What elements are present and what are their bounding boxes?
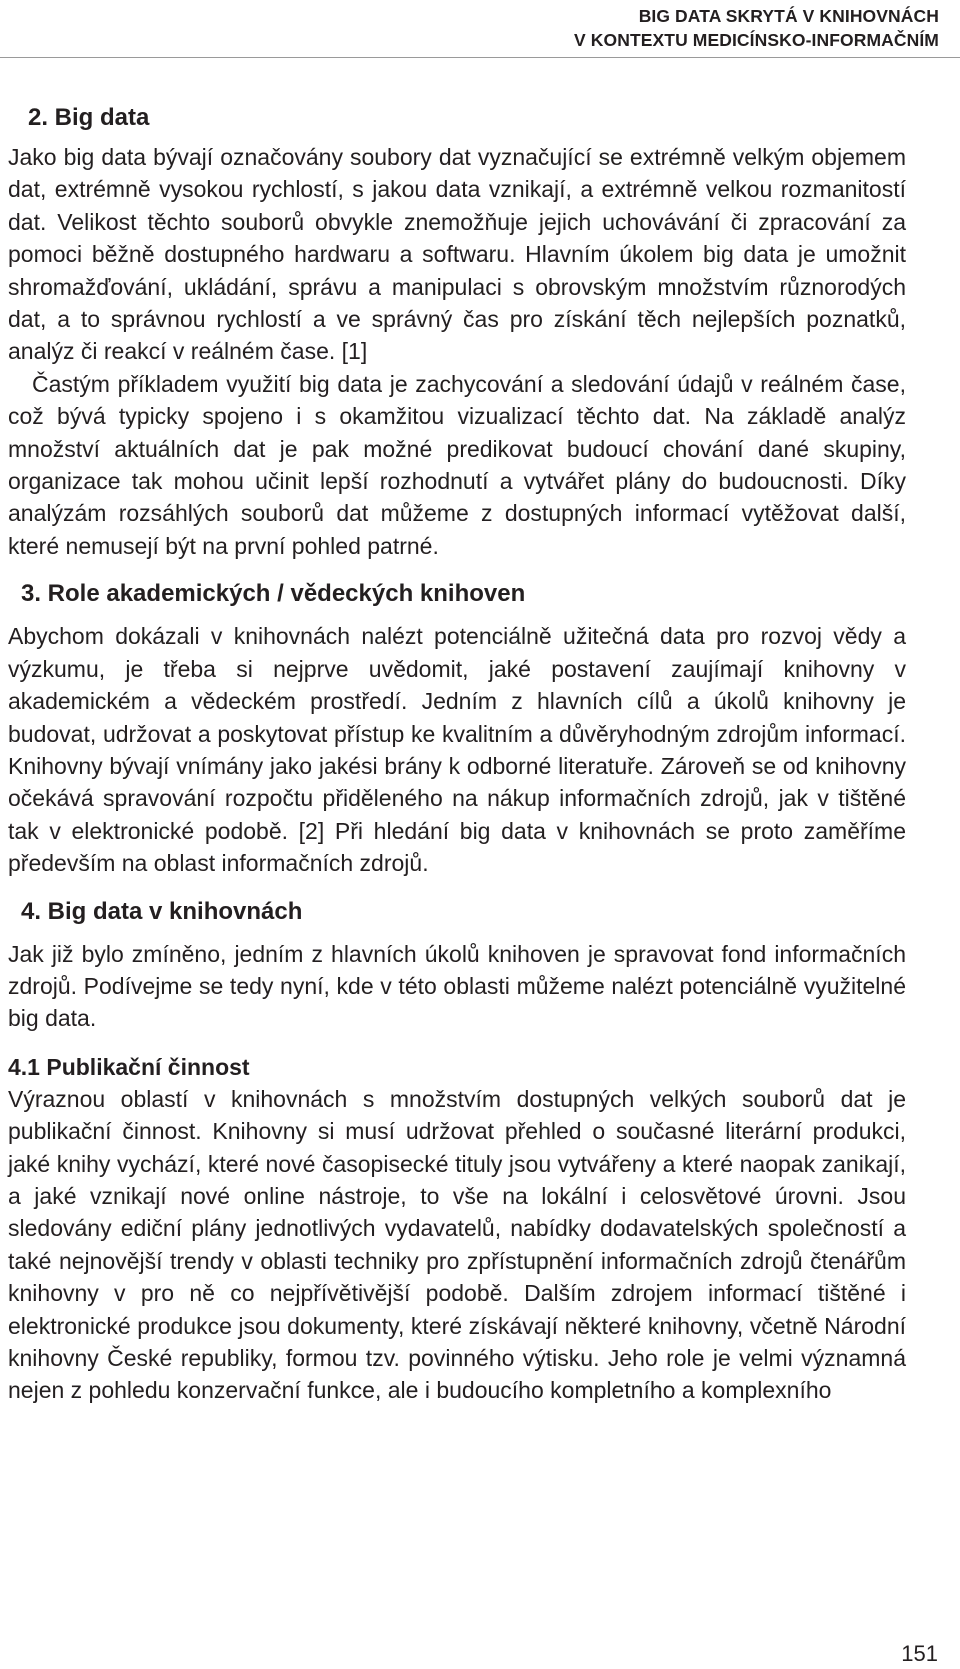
paragraph-library-roles: Abychom dokázali v knihovnách nalézt potenciálně užitečná data pro rozvoj vědy a výzkumu, je třeba si nejprve uvědomit, jaké postavení zaujímají knihovny v akademickém a vědeckém prostředí. Jedním z hlavních cílů a úkolů knihovny je budovat, udržovat a poskytovat přístup ke kvalitním a důvěryhodným zdrojům informací. Knihovny bývají vnímány jako jakési brány k odborné literatuře. Zároveň se od knihovny očekává spravování rozpočtu přiděleného na nákup informačních zdrojů, jak v tištěné tak v elektronické podobě. [2] Při hledání big data v knihovnách se proto zaměříme především na oblast informačních zdrojů. [8,623,906,877]
heading-big-data-in-libraries: 4. Big data v knihovnách [21,897,303,925]
running-header-line-1: BIG DATA SKRYTÁ V KNIHOVNÁCH [638,6,939,26]
paragraph-big-data-definition: Jako big data bývají označovány soubory dat vyznačující se extrémně velkým objemem dat, extrémně vysokou rychlostí, s jakou data vznikají, a extrémně velkou rozmanitostí dat. Velikost těchto souborů obvykle znemožňuje jejich uchovávání či zpracování za pomoci běžně dostupného hardwaru a softwaru. Hlavním úkolem big data je umožnit shromažďování, ukládání, správu a manipulaci s obrovským množstvím různorodých dat, a to správnou rychlostí a ve správný čas pro získání těch nejlepších poznatků, analýz či reakcí v reálném čase. [1] [8,144,906,365]
running-header [574,4,939,52]
heading-library-roles: 3. Role akademických / vědeckých knihoven [21,580,526,608]
paragraph-publishing-activity: Výraznou oblastí v knihovnách s množstvím dostupných velkých souborů dat je publikační činnost. Knihovny si musí udržovat přehled o současné literární produkci, jaké knihy vychází, které nové časopisecké tituly jsou vytvářeny a které naopak zanikají, a jaké vznikají nové online nástroje, to vše na lokální i celosvětové úrovni. Jsou sledovány ediční plány jednotlivých vydavatelů, nabídky dodavatelských společností a také nejnovější trendy v oblasti techniky pro zpřístupnění informačních zdrojů čtenářům knihovny v pro ně co nejpřívětivější podobě. Dalším zdrojem informací tištěné i elektronické produkce jsou dokumenty, které získávají některé knihovny, včetně Národní knihovny České republiky, formou tzv. povinného výtisku. Jeho role je velmi významná nejen z pohledu konzervační funkce, ale i budoucího kompletního a komplexního [8,1085,906,1404]
header-rule [0,57,960,58]
page-number: 151 [901,1641,938,1666]
running-header-line-2: V KONTEXTU MEDICÍNSKO-INFORMAČNÍM [574,30,939,50]
heading-publishing-activity: 4.1 Publikační činnost [8,1053,250,1080]
paragraph-big-data-usage: Častým příkladem využití big data je zachycování a sledování údajů v reálném čase, což bývá typicky spojeno i s okamžitou vizualizací těchto dat. Na základě analýz množství aktuálních dat je pak možné predikovat budoucí chování dané skupiny, organizace tak mohou učinit lepší rozhodnutí a vytvářet plány do budoucnosti. Díky analýzám rozsáhlých souborů dat můžeme z dostupných informací vytěžovat další, které nemusejí být na první pohled patrné. [8,370,906,559]
paragraph-big-data-in-libraries: Jak již bylo zmíněno, jedním z hlavních úkolů knihoven je spravovat fond informačních zdrojů. Podívejme se tedy nyní, kde v této oblasti můžeme nalézt potenciálně využitelné big data. [8,940,906,1032]
page-body [8,102,906,1407]
heading-big-data: 2. Big data [28,104,150,131]
